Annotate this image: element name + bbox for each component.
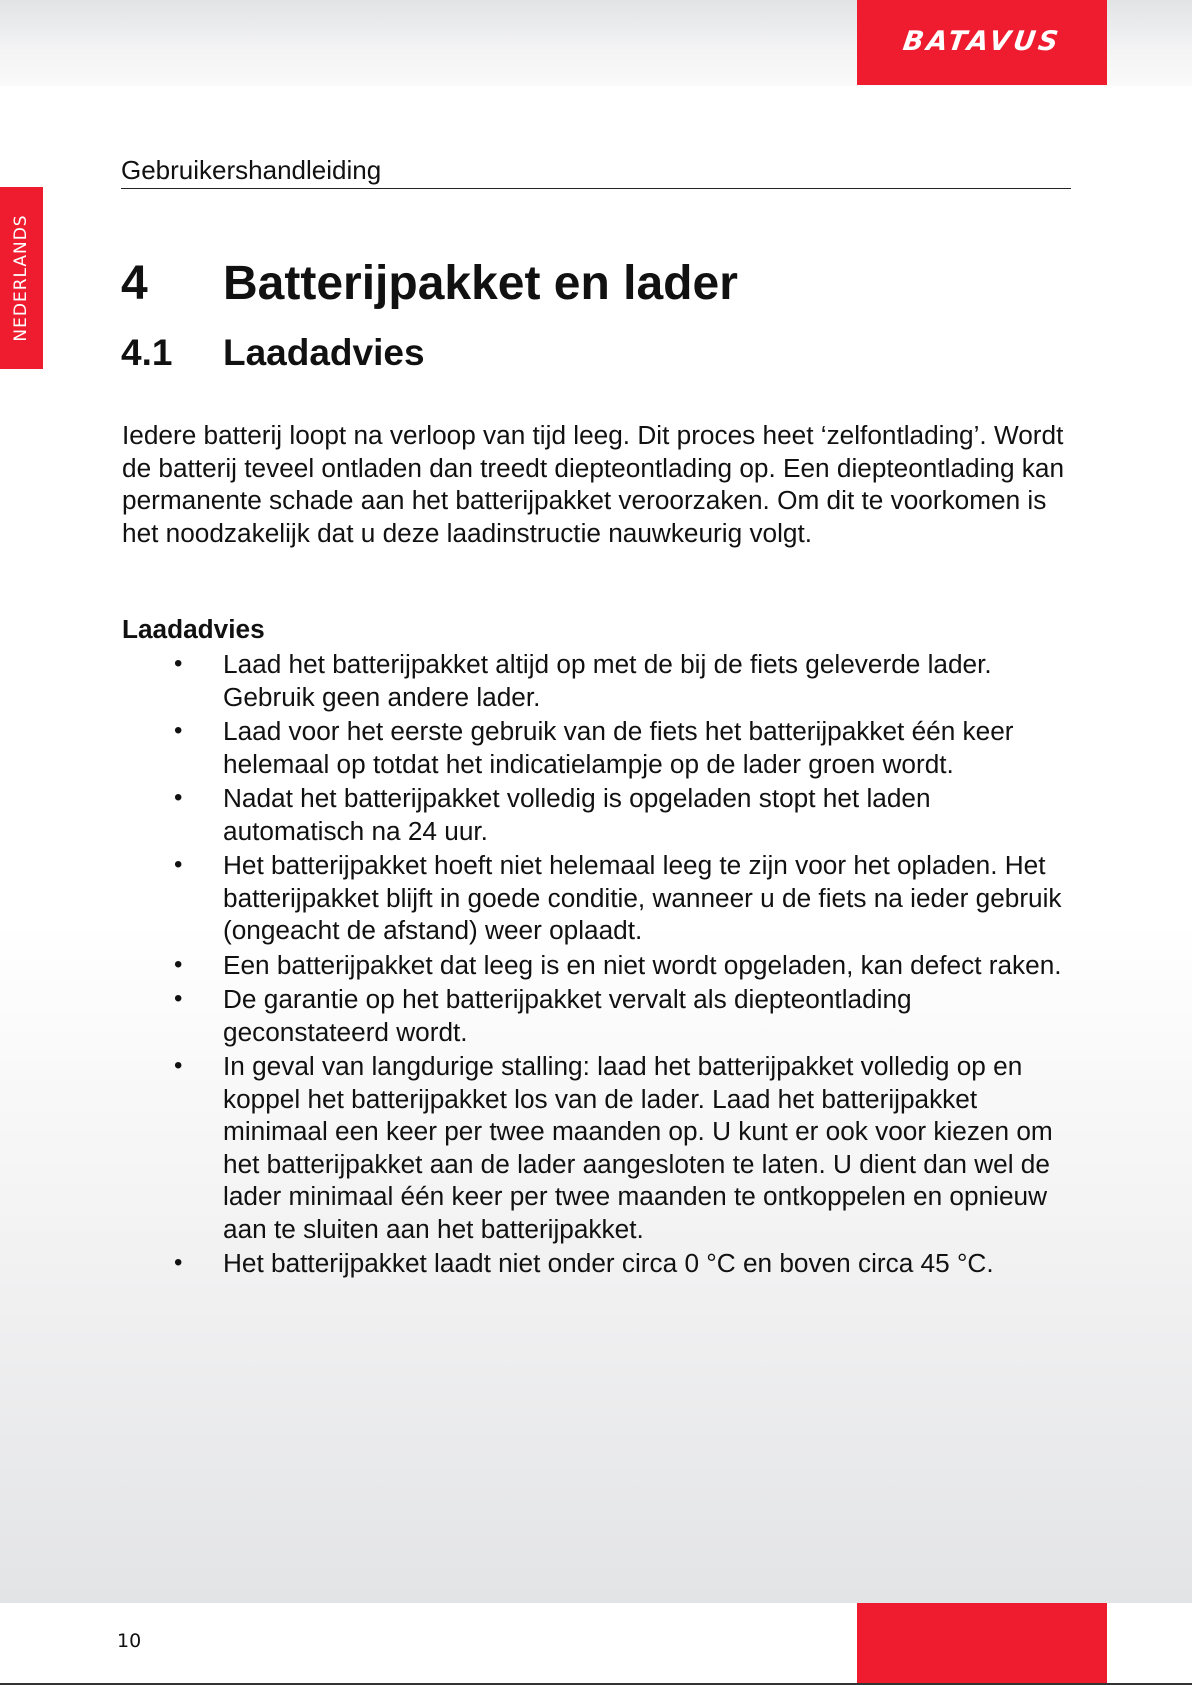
- bullet-icon: •: [174, 851, 183, 878]
- chapter-heading: [121, 256, 738, 311]
- list-item-text: Nadat het batterijpakket volledig is opgeladen stopt het laden automatisch na 24 uur.: [223, 783, 931, 846]
- section-number: 4.1: [121, 332, 173, 373]
- list-item: [0, 1050, 1063, 1245]
- language-tab: [0, 187, 43, 369]
- list-item: [0, 782, 1063, 847]
- bullet-icon: •: [174, 950, 183, 978]
- language-tab-label: NEDERLANDS: [11, 214, 31, 342]
- advice-heading: Laadadvies: [122, 614, 265, 644]
- brand-logo: [857, 0, 1107, 85]
- list-item: [0, 715, 1063, 780]
- brand-logo-text: BATAVUS: [901, 26, 1063, 57]
- list-item-text: Laad voor het eerste gebruik van de fiets het batterijpakket één keer helemaal op totdat het indicatielampje op de lader groen wordt.: [223, 716, 1014, 779]
- intro-paragraph: Iedere batterij loopt na verloop van tijd leeg. Dit proces heet ‘zelfontlading’. Wordt de batterij teveel ontladen dan treedt diepteontlading op. Een diepteontlading kan permanente schade aan het batterijpakket veroorzaken. Om dit te voorkomen is het noodzakelijk dat u deze laadinstructie nauwkeurig volgt.: [122, 420, 1065, 548]
- list-item-text: Het batterijpakket laadt niet onder circa 0 °C en boven circa 45 °C.: [223, 1248, 994, 1278]
- list-item: [0, 949, 1063, 982]
- section-heading: [121, 332, 425, 374]
- chapter-number: 4: [121, 257, 148, 310]
- list-item-text: In geval van langdurige stalling: laad het batterijpakket volledig op en koppel het batterijpakket los van de lader. Laad het batterijpakket minimaal een keer per twee maanden op. U kunt er ook voor kiezen om het batterijpakket aan de lader aangesloten te laten. U dient dan wel de lader minimaal één keer per twee maanden te ontkoppelen en opnieuw aan te sluiten aan het batterijpakket.: [223, 1051, 1053, 1244]
- list-item: [0, 648, 1063, 713]
- list-item-text: De garantie op het batterijpakket vervalt als diepteontlading geconstateerd wordt.: [223, 984, 912, 1047]
- chapter-title: Batterijpakket en lader: [223, 257, 738, 310]
- bullet-icon: •: [174, 1052, 183, 1079]
- list-item-text: Een batterijpakket dat leeg is en niet wordt opgeladen, kan defect raken.: [223, 949, 1062, 980]
- bullet-icon: •: [174, 650, 183, 677]
- bullet-icon: •: [174, 784, 183, 811]
- list-item: [0, 983, 1063, 1048]
- list-item: [0, 849, 1063, 947]
- list-item-text: Het batterijpakket hoeft niet helemaal leeg te zijn voor het opladen. Het batterijpakket blijft in goede conditie, wanneer u de fiets na ieder gebruik (ongeacht de afstand) weer oplaadt.: [223, 850, 1062, 945]
- advice-list: [0, 648, 1192, 1282]
- list-item-text: Laad het batterijpakket altijd op met de bij de fiets geleverde lader. Gebruik geen andere lader.: [223, 649, 992, 712]
- footer-accent-block: [857, 1603, 1107, 1685]
- list-item: [0, 1247, 1063, 1280]
- bullet-icon: •: [174, 717, 183, 744]
- bullet-icon: •: [174, 985, 183, 1012]
- page-number: 10: [117, 1630, 142, 1652]
- bullet-icon: •: [174, 1249, 183, 1276]
- section-title: Laadadvies: [223, 332, 425, 373]
- running-header: Gebruikershandleiding: [121, 155, 1071, 189]
